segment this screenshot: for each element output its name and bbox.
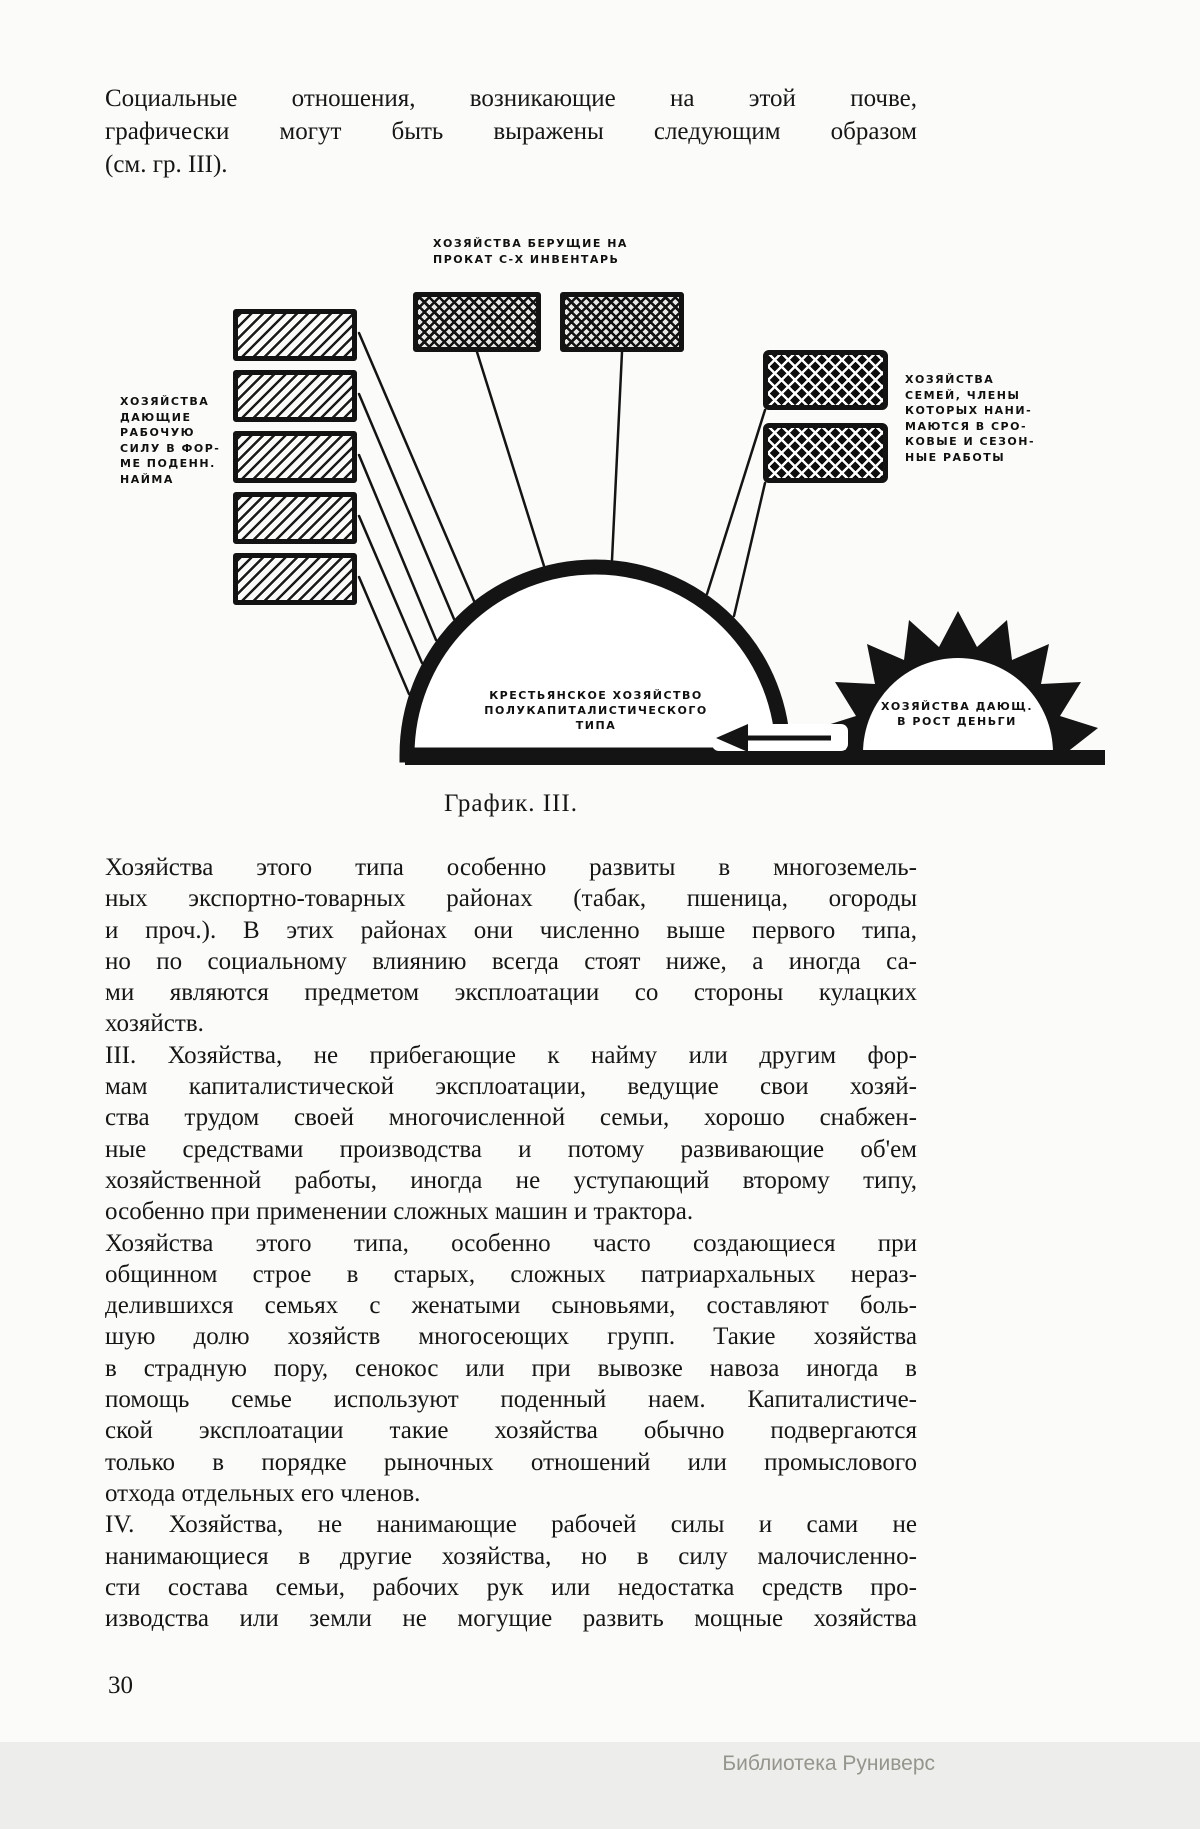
body-text	[105, 852, 917, 1634]
text-line: делившихся семьях с женатыми сыновьями, составляют боль-	[105, 1292, 917, 1320]
text-line: отхода отдельных его членов.	[105, 1479, 421, 1507]
connector-line	[477, 352, 544, 566]
text-line: помощь семье используют поденный наем. Капиталистиче-	[105, 1386, 917, 1414]
diamond-rect-farm-2	[763, 423, 888, 483]
text-line: ные средствами производства и потому развивающие об'ем	[105, 1135, 917, 1163]
label-line: СИЛУ В ФОР-	[120, 441, 221, 455]
label-line: В РОСТ ДЕНЬГИ	[897, 714, 1017, 728]
baseline-bar	[405, 750, 1105, 765]
hatched-rect-farm-5	[233, 553, 357, 605]
text-line: изводства или земли не могущие развить мощные хозяйства	[105, 1605, 917, 1633]
connector-line	[707, 410, 765, 594]
text-line: мам капиталистической эксплоатации, ведущие свои хозяй-	[105, 1073, 917, 1101]
diagram-sun-label	[863, 700, 1051, 729]
paragraph-4	[105, 1509, 917, 1634]
hatched-rect-farm-2	[233, 370, 357, 422]
text-line: III. Хозяйства, не прибегающие к найму или другим фор-	[105, 1041, 917, 1069]
label-line: КРЕСТЬЯНСКОЕ ХОЗЯЙСТВО	[489, 689, 703, 702]
diagram-left-label	[120, 394, 232, 487]
connector-line	[359, 516, 422, 663]
text-line: (см. гр. III).	[105, 151, 228, 178]
text-line: но по социальному влиянию всегда стоят ниже, а иногда са-	[105, 947, 917, 975]
intro-paragraph	[105, 82, 917, 181]
text-line: ных экспортно-товарных районах (табак, пшеница, огороды	[105, 885, 917, 913]
text-line: шую долю хозяйств многосеющих групп. Такие хозяйства	[105, 1323, 917, 1351]
text-line: только в порядке рыночных отношений или промыслового	[105, 1448, 917, 1476]
diagram-right-label	[905, 372, 1045, 465]
connector-line	[359, 333, 474, 601]
label-line: МЕ ПОДЕНН.	[120, 457, 216, 470]
text-line: графически могут быть выражены следующим образом	[105, 118, 917, 145]
text-line: сти состава семьи, рабочих рук или недостатка средств про-	[105, 1573, 917, 1601]
paragraph-2	[105, 1040, 917, 1228]
text-line: ской эксплоатации такие хозяйства обычно подвергаются	[105, 1417, 917, 1445]
paragraph-1	[105, 852, 917, 1040]
text-line: IV. Хозяйства, не нанимающие рабочей силы и сами не	[105, 1511, 917, 1539]
label-line: НЫЕ РАБОТЫ	[905, 450, 1006, 464]
label-line: КОВЫЕ И СЕЗОН-	[905, 435, 1036, 448]
label-line: ПРОКАТ С-Х ИНВЕНТАРЬ	[433, 252, 620, 266]
connector-line	[359, 394, 454, 619]
hatched-rect-farm-3	[233, 431, 357, 483]
crosshatch-rect-farm-1	[413, 292, 541, 352]
text-line: хозяйственной работы, иногда не уступающий второму типу,	[105, 1166, 917, 1194]
connector-line	[734, 483, 765, 616]
text-line: ства трудом своей многочисленной семьи, хорошо снабжен-	[105, 1104, 917, 1132]
text-line: общинном строе в старых, сложных патриархальных нераз-	[105, 1260, 917, 1288]
hatched-rect-farm-1	[233, 309, 357, 361]
text-line: Хозяйства этого типа особенно развиты в многоземель-	[105, 854, 917, 881]
text-line: Социальные отношения, возникающие на этой почве,	[105, 85, 917, 112]
label-line: ДАЮЩИЕ	[120, 410, 192, 424]
diagram-center-label	[440, 688, 752, 733]
text-line: ми являются предметом эксплоатации со стороны кулацких	[105, 979, 917, 1007]
footer-watermark: Библиотека Руниверс	[722, 1752, 935, 1775]
label-line: ХОЗЯЙСТВА ДАЮЩ.	[880, 700, 1034, 713]
connector-line	[359, 577, 409, 694]
crosshatch-rect-farm-2	[560, 292, 684, 352]
label-line: ХОЗЯЙСТВА БЕРУЩИЕ НА	[433, 237, 628, 250]
label-line: СЕМЕЙ, ЧЛЕНЫ	[905, 388, 1021, 402]
page-number: 30	[108, 1672, 133, 1699]
label-line: НАЙМА	[120, 472, 174, 486]
label-line: ХОЗЯЙСТВА	[905, 373, 995, 386]
label-line: ПОЛУКАПИТАЛИСТИЧЕСКОГО	[484, 704, 708, 717]
figure-caption: График. III.	[444, 790, 578, 817]
text-line: Хозяйства этого типа, особенно часто создающиеся при	[105, 1229, 917, 1257]
footer-band	[0, 1742, 1200, 1829]
connector-line	[612, 352, 622, 560]
label-line: РАБОЧУЮ	[120, 426, 196, 439]
label-line: КОТОРЫХ НАНИ-	[905, 404, 1033, 417]
text-line: нанимающиеся в другие хозяйства, но в силу малочисленно-	[105, 1542, 917, 1570]
label-line: МАЮТСЯ В СРО-	[905, 419, 1028, 433]
diagram-top-label	[433, 236, 723, 267]
label-line: ХОЗЯЙСТВА	[120, 395, 210, 408]
text-line: хозяйств.	[105, 1010, 204, 1038]
paragraph-3	[105, 1228, 917, 1510]
text-line: в страдную пору, сенокос или при вывозке навоза иногда в	[105, 1354, 917, 1382]
label-line: ТИПА	[575, 719, 617, 732]
text-line: и проч.). В этих районах они численно выше первого типа,	[105, 916, 917, 944]
text-line: особенно при применении сложных машин и трактора.	[105, 1198, 694, 1226]
diamond-rect-farm-1	[763, 350, 888, 410]
hatched-rect-farm-4	[233, 492, 357, 544]
